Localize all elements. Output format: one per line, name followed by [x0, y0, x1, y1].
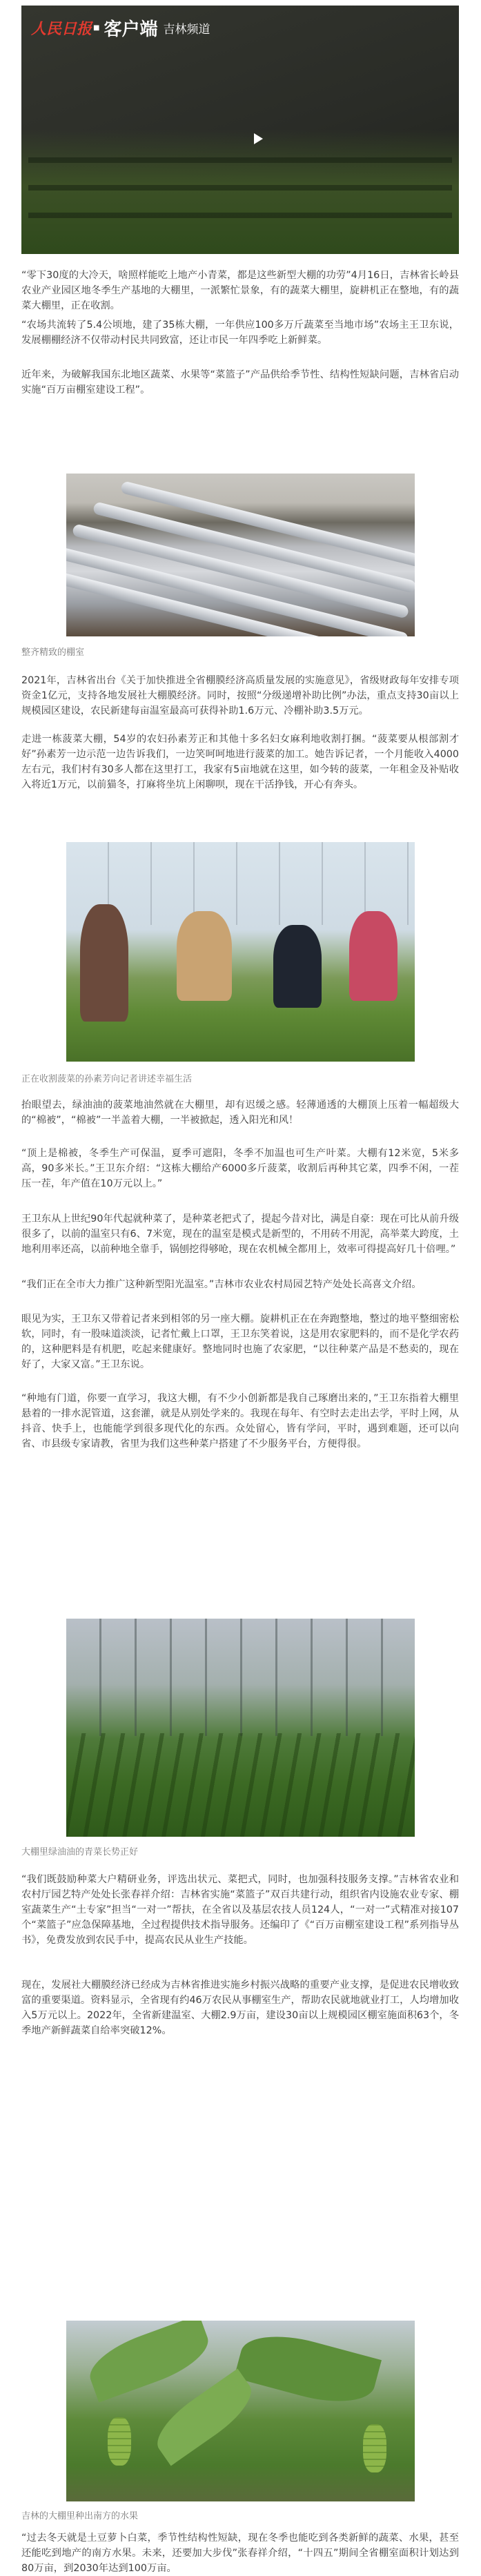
paragraph-structure: “顶上是棉被，冬季生产可保温，夏季可遮阳，冬季不加温也可生产叶菜。大棚有12米宽，5米多高，90多米长。”王卫东介绍：“这栋大棚给产6000多斤菠菜，收割后再种其它菜，四季不闲，一茬压一茬，年产值在10万元以上。”	[21, 1148, 459, 1189]
logo-separator-icon: ■	[93, 23, 100, 32]
video-brand	[31, 14, 210, 41]
banana-leaf	[234, 2324, 382, 2413]
paragraph-policy: 2021年，吉林省出台《关于加快推进全省棚膜经济高质量发展的实施意见》，省级财政每年安排专项资金1亿元，支持各地发展社大棚膜经济。同时，按照“分级递增补助比例”办法，重点支持30亩以上规模园区建设，农民新建每亩温室最高可获得补助1.6万元、冷棚补助3.5万元。	[21, 675, 459, 716]
paragraph-learning: “种地有门道，你要一直学习，我这大棚，有不少小创新都是我自己琢磨出来的，”王卫东指着大棚里悬着的一排水泥管道，这套灌，就是从别处学来的。我现在每年、有空时去走出去学，平时上网，从抖音、快手上，也能能学到很多现代化的东西。众处留心，皆有学问，平时，遇到难题，还可以向省、市县级专家请教，省里为我们这些种菜户搭建了不少服务平台，方便得很。	[21, 1393, 459, 1450]
video-row-shadow	[28, 185, 452, 191]
paragraph-project: 近年来，为破解我国东北地区蔬菜、水果等“菜篮子”产品供给季节性、结构性短缺问题，吉林省启动实施“百万亩棚室建设工程”。	[21, 369, 459, 396]
video-row-shadow	[28, 157, 452, 163]
worker-figure	[349, 911, 397, 1001]
channel-label: 吉林频道	[163, 22, 210, 37]
video-row-shadow	[28, 213, 452, 218]
caption-bananas: 吉林的大棚里种出南方的水果	[21, 2511, 139, 2521]
banana-greenhouse-photo	[66, 2321, 415, 2501]
play-icon[interactable]	[254, 133, 263, 144]
caption-harvest: 正在收割菠菜的孙素芳向记者讲述幸福生活	[21, 1074, 193, 1084]
paragraph-intro: “零下30度的大冷天，啥照样能吃上地产小青菜，都是这些新型大棚的功劳”4月16日，吉林省长岭县农业产业园区地冬季生产基地的大棚里，一派繁忙景象，有的蔬菜大棚里，旋耕机正在整地，有的蔬菜大棚里，正在收割。	[21, 270, 459, 311]
paragraph-promotion: “我们正在全市大力推广这种新型阳光温室。”吉林市农业农村局园艺特产处处长高喜文介绍。	[21, 1279, 422, 1290]
banana-leaf	[147, 2369, 261, 2466]
vegetable-rows	[66, 1733, 415, 1837]
paragraph-future: “过去冬天就是土豆萝卜白菜，季节性结构性短缺，现在冬季也能吃到各类新鲜的蔬菜、水果，甚至还能吃到地产的南方水果。未来，还要加大步伐”张春祥介绍，“十四五”期间全省棚室面积计划达到80万亩，到2030年达到100万亩。	[21, 2533, 459, 2574]
video-player[interactable]	[21, 6, 459, 254]
greenhouse-frame	[66, 1619, 415, 1736]
greenhouse-aerial-photo	[66, 474, 415, 636]
client-label: 客户端	[104, 19, 158, 40]
banana-bunch	[108, 2417, 131, 2466]
worker-figure	[273, 925, 322, 1008]
video-frame-scene	[21, 130, 459, 254]
paragraph-spinach: 走进一栋菠菜大棚，54岁的农妇孙素芳正和其他十多名妇女麻利地收割打捆。“菠菜要从根部割才好”孙素芳一边示范一边告诉我们，一边笑呵呵地进行菠菜的加工。她告诉记者，一个月能收入4000左右元，我们村有30多人都在这里打工，我家有5亩地就在这里，如今转的菠菜，一年租金及补贴收入将近1万元，以前猫冬，打麻将坐坑上闲聊呗，现在干活挣钱，开心有奔头。	[21, 734, 459, 790]
worker-figure	[177, 911, 232, 1001]
people-daily-logo: 人民日报	[31, 19, 92, 38]
paragraph-tilling: 眼见为实，王卫东又带着记者来到相邻的另一座大棚。旋耕机正在在奔跑整地，整过的地平整细密松软，同时，有一股味道淡淡，记者忙戴上口罩，王卫东笑着说，这是用农家肥料的，而不是化学农药的，这种肥料是有机肥，吃起来健康好。整地同时也施了农家肥，“以往种菜产品是不愁卖的，现在好了，大家又富。”王卫东说。	[21, 1314, 459, 1370]
harvest-workers-photo	[66, 842, 415, 1062]
paragraph-support: “我们既鼓励种菜大户精研业务，评选出状元、菜把式，同时，也加强科技服务支撑。”吉林省农业和农村厅园艺特产处处长张春祥介绍：吉林省实施“菜篮子”双百共建行动，组织省内设施农业专家、棚室蔬菜生产“土专家”担当“一对一”帮扶，在全省以及基层农技人员124人，“一对一”式精准对接107个“菜篮子”应急保障基地，全过程提供技术指导服务。还编印了《“百万亩棚室建设工程”系列指导丛书》，免费发放到农民手中，提高农民从业生产技能。	[21, 1874, 459, 1946]
worker-figure	[80, 904, 128, 1022]
banana-bunch	[363, 2424, 386, 2472]
paragraph-statistics: 现在，发展社大棚膜经济已经成为吉林省推进实施乡村振兴战略的重要产业支撑，是促进农民增收致富的重要渠道。资料显示，全省现有约46万农民从事棚室生产，帮助农民就地就业打工，人均增加收入5万元以上。2022年，全省新建温室、大棚2.9万亩，建设30亩以上规模园区棚室施面积63个，冬季地产新鲜蔬菜自给率突破12%。	[21, 1980, 459, 2036]
paragraph-farm: “农场共流转了5.4公顷地，建了35栋大棚，一年供应100多万斤蔬菜至当地市场”农场主王卫东说，发展棚棚经济不仅带动村民共同致富，还让市民一年四季吃上新鲜菜。	[21, 320, 459, 346]
caption-greenhouse: 整齐精致的棚室	[21, 647, 85, 658]
banana-leaf	[82, 2321, 215, 2403]
paragraph-history: 王卫东从上世纪90年代起就种菜了，是种菜老把式了，提起今昔对比，满是自豪：现在可比从前升级很多了，以前的温室只有6、7米宽，现在的温室是模式是新型的，不用砖不用泥，高举菜大跨度，土地利用率还高，以前种地全靠手，锅刨挖得够呛，现在农机械全都用上，效率可得提高好几十倍哩。”	[21, 1213, 459, 1255]
green-vegetables-photo	[66, 1619, 415, 1837]
caption-vegetables: 大棚里绿油油的青菜长势正好	[21, 1847, 139, 1857]
paragraph-quilt: 抬眼望去，绿油油的菠菜地油然就在大棚里，却有迟缓之感。轻薄通透的大棚顶上压着一幅超级大的“棉被”，“棉被”一半盖着大棚，一半被掀起，透入阳光和风！	[21, 1100, 459, 1126]
